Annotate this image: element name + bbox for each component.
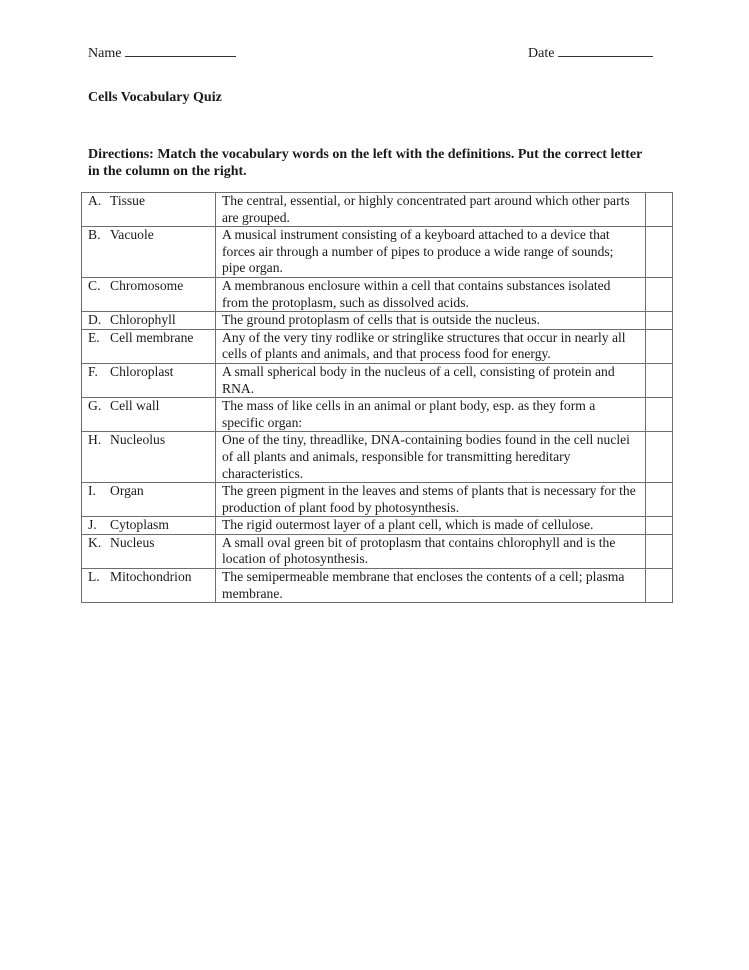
table-row: [82, 398, 673, 432]
table-row: [82, 193, 673, 227]
answer-cell[interactable]: [646, 312, 673, 330]
term-cell: [82, 227, 216, 278]
answer-cell[interactable]: [646, 227, 673, 278]
term-word: Cytoplasm: [110, 517, 169, 533]
definition-cell: One of the tiny, threadlike, DNA-containing bodies found in the cell nuclei of all plants and animals, responsible for transmitting hereditary characteristics.: [216, 432, 646, 483]
term-word: Vacuole: [110, 227, 154, 243]
term-cell: [82, 534, 216, 568]
name-label: Name: [88, 46, 122, 61]
term-cell: [82, 277, 216, 311]
term-word: Mitochondrion: [110, 569, 192, 585]
answer-cell[interactable]: [646, 363, 673, 397]
directions-text: Directions: Match the vocabulary words on the left with the definitions. Put the correct letter in the column on the right.: [88, 147, 643, 179]
table-row: [82, 277, 673, 311]
term-word: Tissue: [110, 193, 146, 208]
term-letter: I.: [88, 483, 96, 499]
term-letter: H.: [88, 432, 102, 448]
term-cell: [82, 363, 216, 397]
term-cell: [82, 329, 216, 363]
term-letter: J.: [88, 517, 97, 533]
name-blank-line[interactable]: [125, 43, 236, 57]
term-cell: [82, 312, 216, 330]
term-letter: C.: [88, 277, 101, 293]
term-word: Nucleus: [110, 534, 155, 550]
definition-cell: Any of the very tiny rodlike or stringlike structures that occur in nearly all cells of plants and animals, and that process food for energy.: [216, 329, 646, 363]
answer-cell[interactable]: [646, 517, 673, 535]
definition-cell: The ground protoplasm of cells that is outside the nucleus.: [216, 312, 646, 330]
table-row: [82, 312, 673, 330]
table-row: [82, 363, 673, 397]
definition-cell: A membranous enclosure within a cell that contains substances isolated from the protoplasm, such as dissolved acids.: [216, 277, 646, 311]
term-word: Chloroplast: [110, 363, 174, 379]
answer-cell[interactable]: [646, 277, 673, 311]
table-row: [82, 329, 673, 363]
table-row: [82, 227, 673, 278]
term-letter: F.: [88, 363, 98, 379]
date-field: [528, 43, 653, 62]
answer-cell[interactable]: [646, 329, 673, 363]
answer-cell[interactable]: [646, 193, 673, 227]
term-letter: E.: [88, 329, 100, 345]
definition-cell: A small oval green bit of protoplasm that contains chlorophyll and is the location of photosynthesis.: [216, 534, 646, 568]
definition-cell: The rigid outermost layer of a plant cell, which is made of cellulose.: [216, 517, 646, 535]
term-word: Nucleolus: [110, 432, 166, 448]
answer-cell[interactable]: [646, 483, 673, 517]
term-letter: L.: [88, 569, 100, 585]
definition-cell: The mass of like cells in an animal or plant body, esp. as they form a specific organ:: [216, 398, 646, 432]
term-cell: [82, 193, 216, 227]
name-field: [88, 43, 236, 62]
term-cell: [82, 517, 216, 535]
term-word: Chromosome: [110, 277, 184, 293]
definition-cell: A musical instrument consisting of a keyboard attached to a device that forces air through a number of pipes to produce a wide range of sounds; pipe organ.: [216, 227, 646, 278]
table-row: [82, 483, 673, 517]
definition-cell: The green pigment in the leaves and stems of plants that is necessary for the production of plant food by photosynthesis.: [216, 483, 646, 517]
definition-cell: The semipermeable membrane that encloses the contents of a cell; plasma membrane.: [216, 569, 646, 603]
quiz-title: Cells Vocabulary Quiz: [88, 90, 222, 105]
answer-cell[interactable]: [646, 569, 673, 603]
table-row: [82, 432, 673, 483]
term-letter: A.: [88, 193, 102, 208]
answer-cell[interactable]: [646, 432, 673, 483]
term-letter: B.: [88, 227, 101, 243]
term-word: Organ: [110, 483, 144, 499]
term-cell: [82, 483, 216, 517]
term-word: Cell membrane: [110, 329, 194, 345]
table-row: [82, 569, 673, 603]
term-letter: K.: [88, 534, 102, 550]
table-row: [82, 534, 673, 568]
answer-cell[interactable]: [646, 398, 673, 432]
term-letter: D.: [88, 312, 102, 328]
vocabulary-table: [81, 192, 673, 603]
date-label: Date: [528, 46, 555, 61]
date-blank-line[interactable]: [558, 43, 653, 57]
term-cell: [82, 432, 216, 483]
term-letter: G.: [88, 398, 102, 414]
answer-cell[interactable]: [646, 534, 673, 568]
term-cell: [82, 398, 216, 432]
definition-cell: The central, essential, or highly concentrated part around which other parts are grouped.: [216, 193, 646, 227]
term-cell: [82, 569, 216, 603]
term-word: Chlorophyll: [110, 312, 176, 328]
table-row: [82, 517, 673, 535]
term-word: Cell wall: [110, 398, 160, 414]
definition-cell: A small spherical body in the nucleus of a cell, consisting of protein and RNA.: [216, 363, 646, 397]
